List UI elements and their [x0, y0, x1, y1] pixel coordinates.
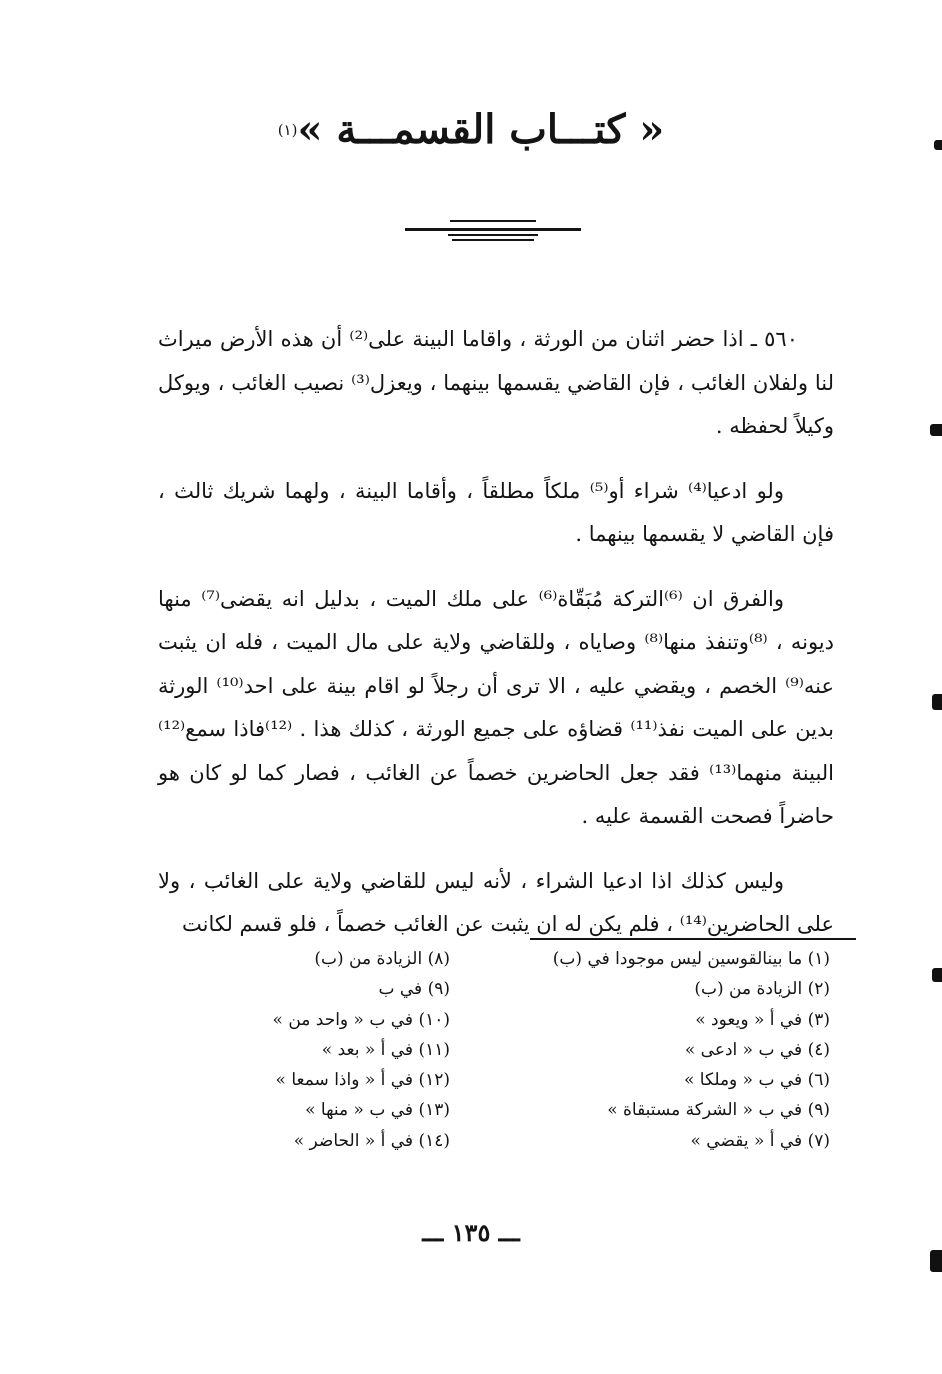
footnote: (٧) في أ « يقضي »: [690, 1130, 830, 1151]
footnote: (١١) في أ « بعد »: [321, 1039, 450, 1060]
footnote: (١٠) في ب « واحد من »: [272, 1009, 450, 1030]
footnote: (١٤) في أ « الحاضر »: [293, 1130, 450, 1151]
footnote: (١) ما بينالقوسين ليس موجودا في (ب): [552, 949, 830, 969]
paragraph: والفرق ان ⁽⁶⁾التركة مُبَقّاة⁽⁶⁾ على ملك الميت ، بدليل انه يقضى⁽⁷⁾ منها ديونه ، ⁽⁸⁾وتنفذ منها⁽⁸⁾ وصاياه ، وللقاضي ولاية على مال الميت ، فله ان يثبت عنه⁽⁹⁾ الخصم ، ويقضي عليه ، الا ترى أن رجلاً لو اقام بينة على احد⁽¹⁰⁾ الورثة بدين على الميت نفذ⁽¹¹⁾ قضاؤه على جميع الورثة ، كذلك هذا . ⁽¹²⁾فاذا سمع⁽¹²⁾ البينة منهما⁽¹³⁾ فقد جعل الحاضرين خصماً عن الغائب ، فصار كما لو كان هو حاضراً فصحت القسمة عليه .: [158, 586, 835, 828]
title-ornament-line: [450, 220, 536, 222]
title-footnote-marker: (١): [277, 121, 298, 139]
main-text: [158, 318, 834, 968]
footnote: (٤) في ب « ادعى »: [684, 1039, 830, 1060]
scan-edge-mark: [930, 1250, 942, 1272]
footnote: (٩) في ب: [378, 979, 450, 1000]
footnote: (١٣) في ب « منها »: [305, 1100, 450, 1121]
footnote: (٩) في ب « الشركة مستبقاة »: [607, 1100, 830, 1121]
scan-edge-mark: [932, 694, 942, 710]
footnotes-left-column: [250, 944, 450, 1156]
footnote: (٣) في أ « ويعود »: [695, 1009, 830, 1030]
scan-edge-mark: [934, 140, 942, 150]
title-ornament-line: [405, 228, 581, 231]
paragraph: ٥٦٠ ـ اذا حضر اثنان من الورثة ، واقاما البينة على⁽²⁾ أن هذه الأرض ميراث لنا ولفلان الغائب ، فإن القاضي يقسمها بينهما ، ويعزل⁽³⁾ نصيب الغائب ، ويوكل وكيلاً لحفظه .: [158, 327, 834, 438]
scan-edge-mark: [930, 424, 942, 436]
footnote-separator: [530, 938, 856, 940]
paragraph: ولو ادعيا⁽⁴⁾ شراء أو⁽⁵⁾ ملكاً مطلقاً ، وأقاما البينة ، ولهما شريك ثالث ، فإن القاضي لا يقسمها بينهما .: [158, 478, 834, 546]
footnotes-right-column: [510, 944, 830, 1156]
page-number: ـــ ١٣٥ ـــ: [422, 1218, 520, 1247]
footnote: (٨) الزيادة من (ب): [314, 949, 450, 969]
footnote: (١٢) في أ « واذا سمعا »: [275, 1070, 450, 1091]
paragraph: وليس كذلك اذا ادعيا الشراء ، لأنه ليس للقاضي ولاية على الغائب ، ولا على الحاضرين⁽¹⁴⁾ ، فلم يكن له ان يثبت عن الغائب خصماً ، فلو قسم لكانت: [158, 868, 834, 936]
title-ornament-line: [448, 234, 538, 236]
title-ornament-line: [452, 239, 534, 241]
chapter-title: [0, 100, 942, 160]
chapter-title-text: « كتـــاب القسمـــة »: [297, 106, 665, 153]
footnote: (٦) في ب « وملكا »: [683, 1070, 830, 1091]
footnote: (٢) الزيادة من (ب): [694, 979, 830, 1000]
scan-edge-mark: [932, 968, 942, 982]
